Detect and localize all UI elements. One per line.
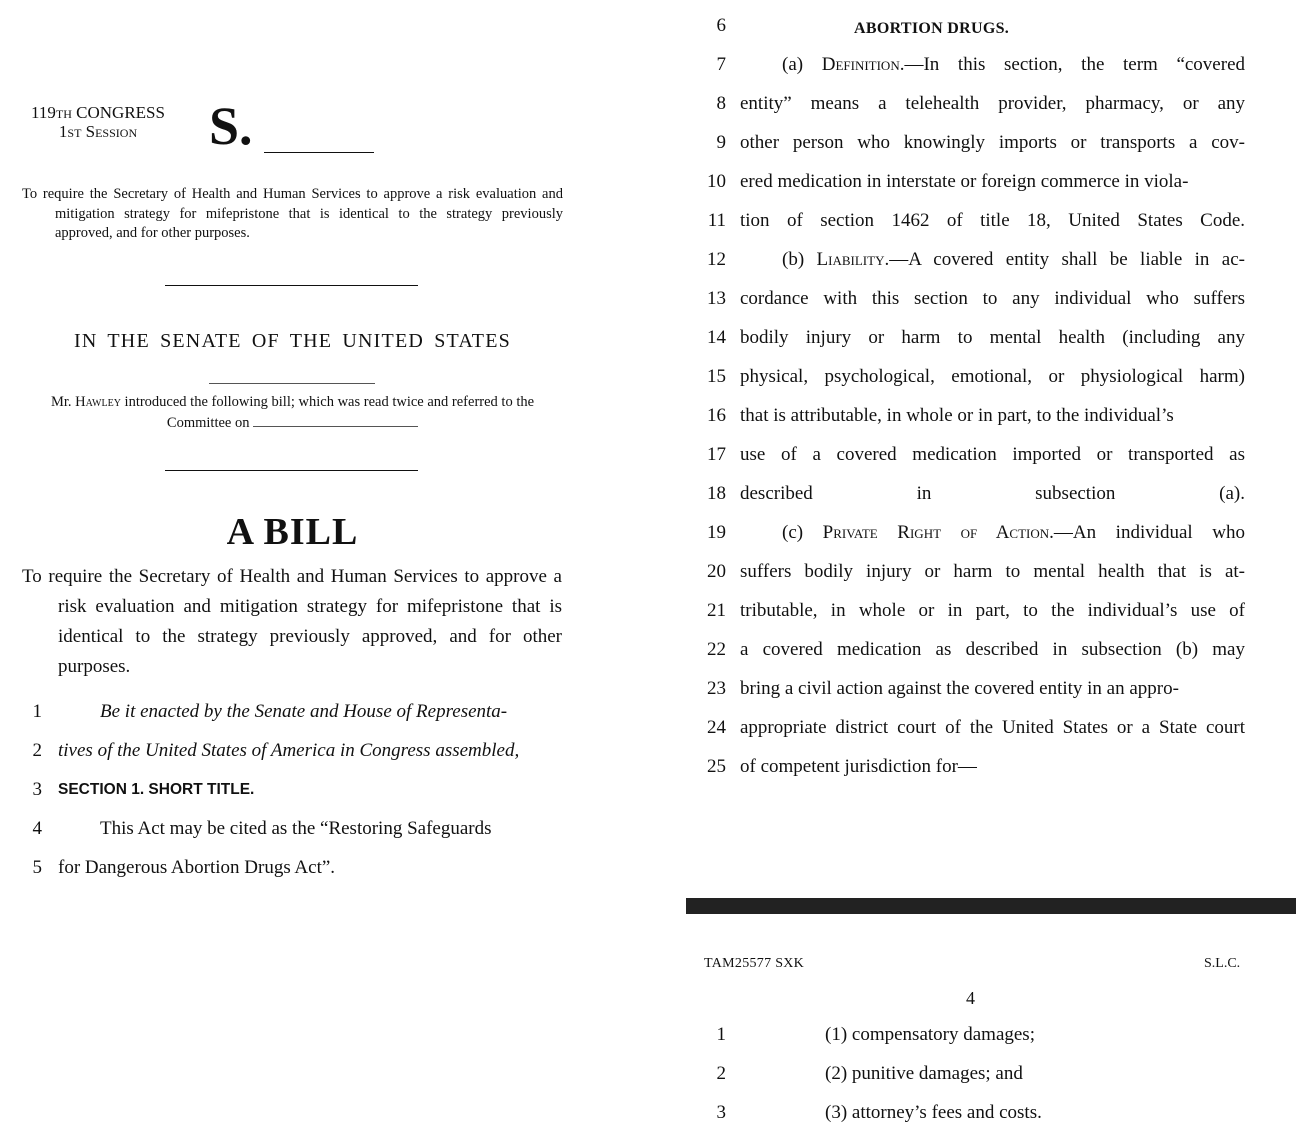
right-page bbox=[686, 0, 1296, 1131]
line-text: (1) compensatory damages; bbox=[825, 1024, 1035, 1045]
line-number: 14 bbox=[707, 327, 726, 348]
line-text: Be it enacted by the Senate and House of Representa- bbox=[100, 701, 508, 722]
section-heading: SECTION 1. SHORT TITLE. bbox=[58, 781, 255, 798]
short-description: To require the Secretary of Health and Human Services to approve a risk evaluation and mitigation strategy for mifepristone that is identical to the strategy previously approved, and for other purposes. bbox=[22, 186, 563, 241]
bill-line bbox=[686, 1059, 1246, 1098]
line-text: entity” means a telehealth provider, pharmacy, or any bbox=[740, 93, 1245, 114]
line-number: 5 bbox=[32, 857, 42, 878]
committee-blank bbox=[253, 412, 418, 427]
bill-line bbox=[686, 362, 1246, 401]
line-number: 18 bbox=[707, 483, 726, 504]
bill-line bbox=[686, 323, 1246, 362]
bill-line bbox=[686, 401, 1246, 440]
chamber-heading: IN THE SENATE OF THE UNITED STATES bbox=[74, 330, 511, 352]
bill-line bbox=[686, 479, 1246, 518]
line-number: 21 bbox=[707, 600, 726, 621]
line-text: bring a civil action against the covered entity in an appro- bbox=[740, 678, 1179, 699]
line-number: 24 bbox=[707, 717, 726, 738]
line-text: bodily injury or harm to mental health (including any bbox=[740, 327, 1245, 348]
bill-line bbox=[686, 635, 1246, 674]
line-text: tion of section 1462 of title 18, United States Code. bbox=[740, 210, 1245, 231]
line-number: 7 bbox=[716, 54, 726, 75]
bill-line bbox=[686, 518, 1246, 557]
line-number: 16 bbox=[707, 405, 726, 426]
line-text: that is attributable, in whole or in part, to the individual’s bbox=[740, 405, 1174, 426]
bill-line bbox=[686, 284, 1246, 323]
line-text: (c) Private Right of Action.—An individual who bbox=[782, 522, 1245, 543]
line-text: ered medication in interstate or foreign commerce in viola- bbox=[740, 171, 1189, 192]
bill-line bbox=[686, 752, 1246, 791]
line-number: 10 bbox=[707, 171, 726, 192]
line-text: physical, psychological, emotional, or physiological harm) bbox=[740, 366, 1245, 387]
slc-label: S.L.C. bbox=[1204, 956, 1241, 971]
line-number: 19 bbox=[707, 522, 726, 543]
line-text: (b) Liability.—A covered entity shall be liable in ac- bbox=[782, 249, 1246, 270]
bill-line bbox=[686, 50, 1246, 89]
line-number: 1 bbox=[32, 701, 42, 722]
divider-rule-short bbox=[209, 383, 375, 384]
line-number: 13 bbox=[707, 288, 726, 309]
line-number: 22 bbox=[707, 639, 726, 660]
line-number: 6 bbox=[716, 15, 726, 36]
bill-line bbox=[686, 89, 1246, 128]
line-number: 4 bbox=[32, 818, 42, 839]
bill-heading: A BILL bbox=[226, 511, 359, 553]
bill-line bbox=[686, 596, 1246, 635]
line-text: appropriate district court of the United States or a State court bbox=[740, 717, 1245, 738]
line-text: (3) attorney’s fees and costs. bbox=[825, 1102, 1042, 1123]
line-text: tributable, in whole or in part, to the individual’s use of bbox=[740, 600, 1245, 621]
line-text: (2) punitive damages; and bbox=[825, 1063, 1023, 1084]
line-number: 12 bbox=[707, 249, 726, 270]
divider-rule bbox=[165, 285, 418, 286]
line-text: described in subsection (a). bbox=[740, 483, 1245, 504]
bill-line bbox=[686, 440, 1246, 479]
bill-line bbox=[22, 775, 563, 814]
line-number: 9 bbox=[716, 132, 726, 153]
bill-line bbox=[686, 167, 1246, 206]
line-number: 2 bbox=[32, 740, 42, 761]
line-text: This Act may be cited as the “Restoring Safeguards bbox=[100, 818, 492, 839]
line-text: other person who knowingly imports or transports a cov- bbox=[740, 132, 1245, 153]
line-text: for Dangerous Abortion Drugs Act”. bbox=[58, 857, 336, 878]
session-label: 1st Session bbox=[58, 122, 138, 141]
line-number: 15 bbox=[707, 366, 726, 387]
bill-line bbox=[22, 853, 563, 892]
introduction-text: Mr. Hawley introduced the following bill; which was read twice and referred to the Committee on bbox=[50, 394, 535, 431]
line-text: a covered medication as described in subsection (b) may bbox=[740, 639, 1245, 660]
bill-line bbox=[686, 11, 1246, 50]
bill-line bbox=[686, 557, 1246, 596]
line-text: (a) Definition.—In this section, the term “covered bbox=[782, 54, 1246, 75]
bill-line bbox=[686, 206, 1246, 245]
line-number: 17 bbox=[707, 444, 726, 465]
page-number: 4 bbox=[966, 988, 975, 1008]
bill-line bbox=[686, 245, 1246, 284]
line-number: 23 bbox=[707, 678, 726, 699]
page-divider bbox=[686, 898, 1296, 914]
line-number: 2 bbox=[716, 1063, 726, 1084]
line-text: use of a covered medication imported or transported as bbox=[740, 444, 1245, 465]
bill-number-blank bbox=[264, 152, 374, 153]
bill-line bbox=[22, 814, 563, 853]
long-title: To require the Secretary of Health and Human Services to approve a risk evaluation and mitigation strategy for mifepristone that is identical to the strategy previously approved, and for other purposes. bbox=[22, 566, 562, 677]
line-text: tives of the United States of America in Congress assembled, bbox=[58, 740, 520, 761]
document-id: TAM25577 SXK bbox=[704, 956, 805, 971]
bill-line bbox=[686, 713, 1246, 752]
bill-line bbox=[22, 697, 563, 736]
line-number: 25 bbox=[707, 756, 726, 777]
line-number: 3 bbox=[32, 779, 42, 800]
bill-line bbox=[686, 1020, 1246, 1059]
bill-line bbox=[686, 674, 1246, 713]
congress-label: 119th CONGRESS bbox=[31, 103, 165, 122]
line-number: 1 bbox=[716, 1024, 726, 1045]
line-text: cordance with this section to any individual who suffers bbox=[740, 288, 1245, 309]
line-number: 3 bbox=[716, 1102, 726, 1123]
line-number: 11 bbox=[707, 210, 726, 231]
introduction bbox=[22, 392, 563, 433]
congress-session bbox=[22, 103, 174, 141]
divider-rule bbox=[165, 470, 418, 471]
line-text: suffers bodily injury or harm to mental health that is at- bbox=[740, 561, 1245, 582]
bill-line bbox=[686, 128, 1246, 167]
bill-prefix: S. bbox=[209, 96, 253, 156]
line-text: of competent jurisdiction for— bbox=[740, 756, 977, 777]
section-heading: ABORTION DRUGS. bbox=[854, 20, 1010, 37]
line-number: 20 bbox=[707, 561, 726, 582]
line-number: 8 bbox=[716, 93, 726, 114]
bill-line bbox=[686, 1098, 1246, 1137]
bill-line bbox=[22, 736, 563, 775]
